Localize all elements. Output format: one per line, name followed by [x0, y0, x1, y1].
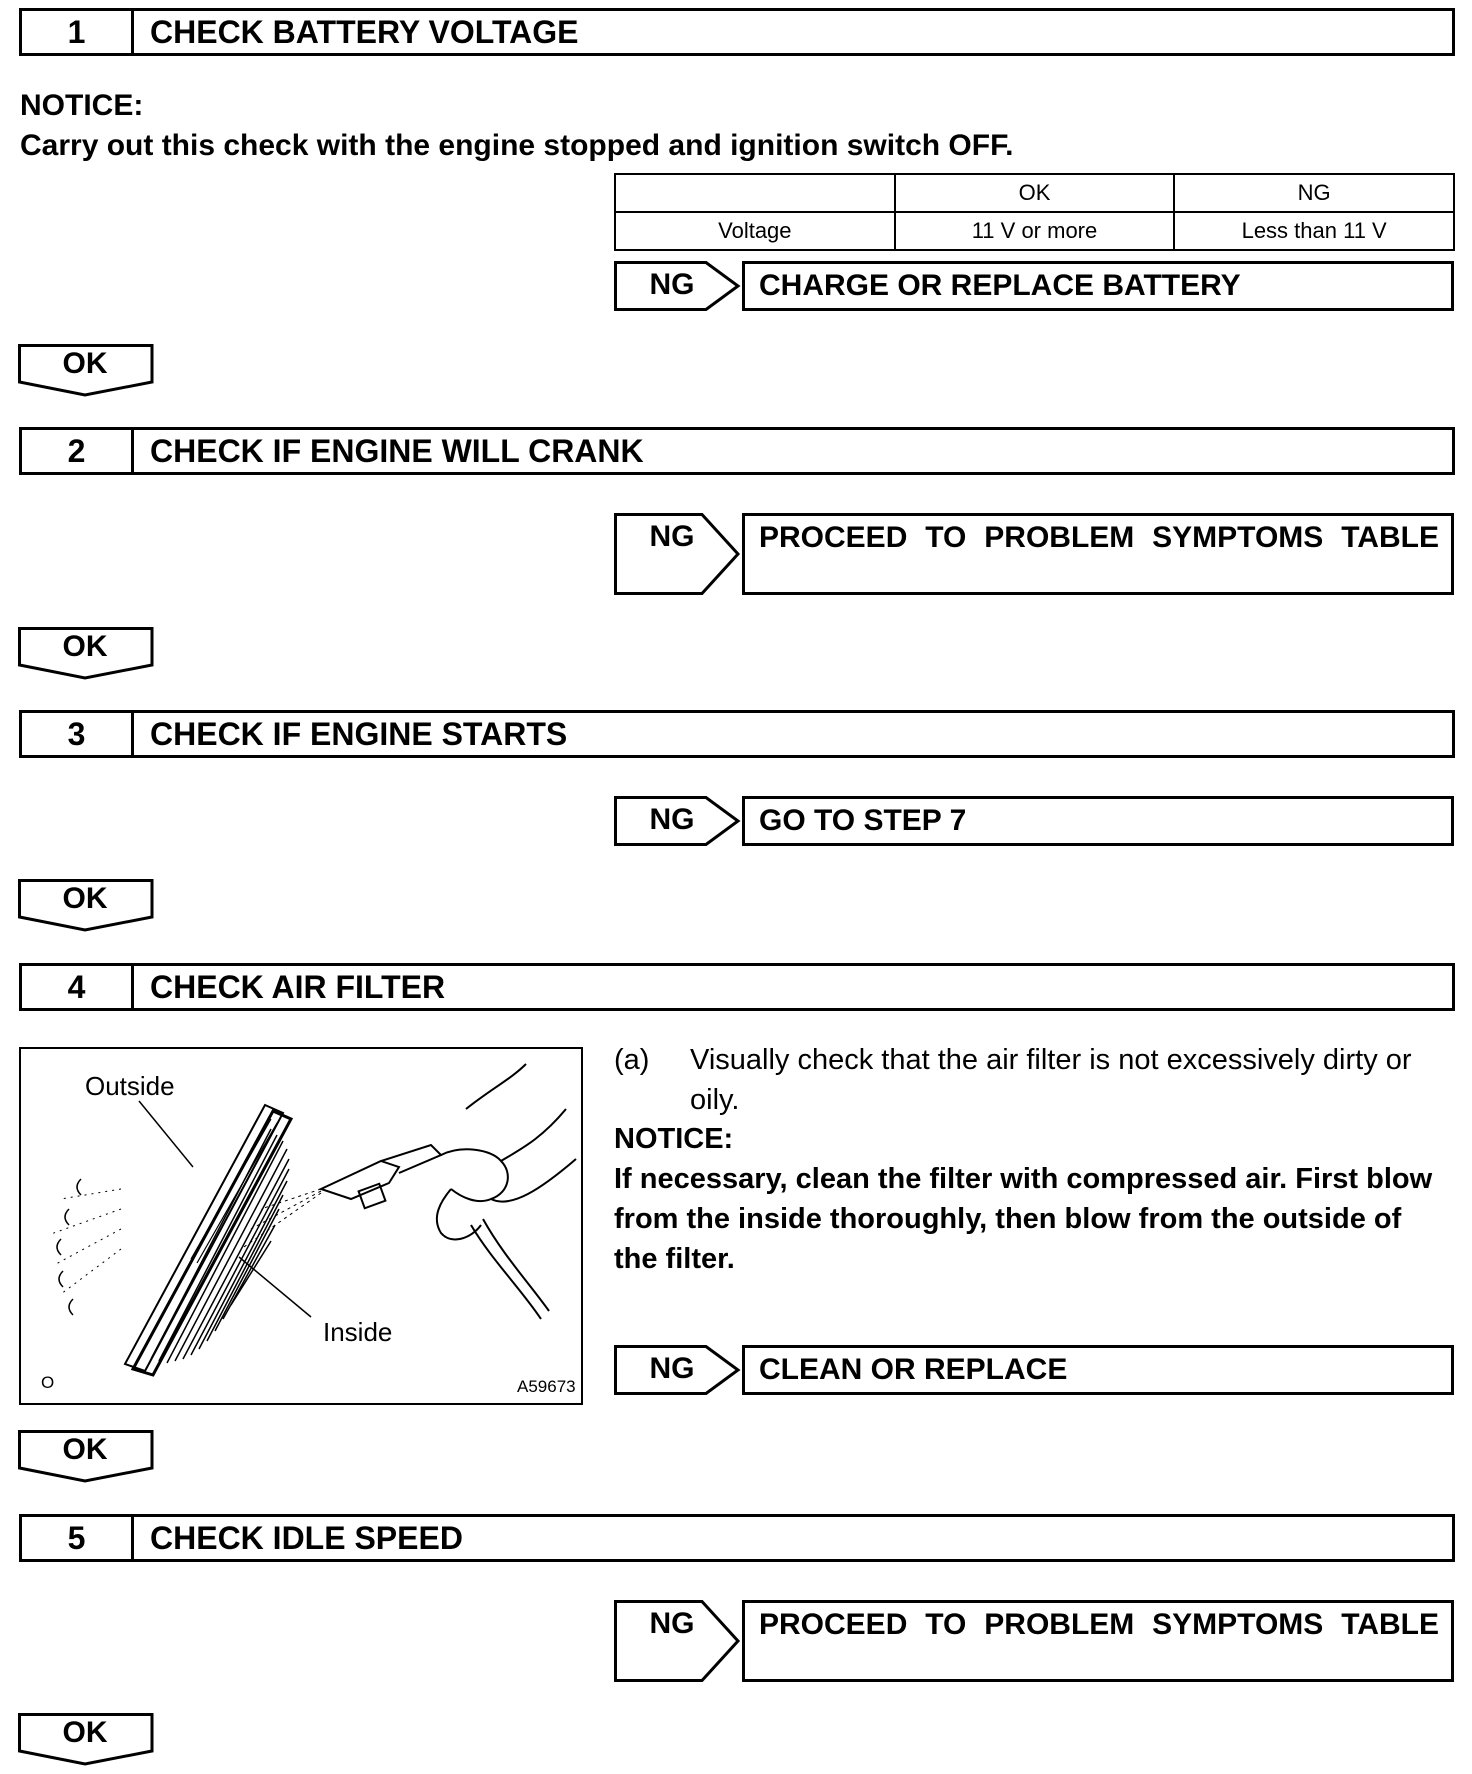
voltage-table	[614, 173, 1455, 251]
ok-arrow-tag	[18, 879, 158, 933]
result-word: TO	[925, 1608, 967, 1641]
table-cell: Voltage	[615, 212, 895, 250]
ng-label: NG	[649, 803, 695, 836]
table-cell: NG	[1174, 174, 1454, 212]
table-cell	[615, 174, 895, 212]
air-filter-illustration	[19, 1047, 583, 1405]
air-filter-drawing	[21, 1049, 581, 1403]
ng-result-box	[742, 1345, 1454, 1395]
step-2-header	[19, 427, 1455, 475]
step-title: CHECK IF ENGINE STARTS	[150, 716, 568, 752]
ok-label: OK	[62, 1716, 108, 1749]
ok-arrow-tag	[18, 344, 158, 398]
step-4-header	[19, 963, 1455, 1011]
notice-line: from the inside thoroughly, then blow from the outside of	[614, 1203, 1402, 1235]
ng-label: NG	[649, 268, 695, 301]
step-number: 5	[22, 1517, 134, 1559]
ok-label: OK	[62, 347, 108, 380]
ng-result-box	[742, 1600, 1454, 1682]
step-title: CHECK AIR FILTER	[150, 969, 446, 1005]
ng-result-text: GO TO STEP 7	[759, 804, 967, 837]
notice-line: the filter.	[614, 1243, 735, 1275]
step-number: 4	[22, 966, 134, 1008]
ng-arrow-tag	[614, 796, 742, 846]
ok-arrow-tag	[18, 627, 158, 681]
step-3-header	[19, 710, 1455, 758]
result-word: SYMPTOMS	[1152, 521, 1324, 554]
notice-label: NOTICE:	[20, 89, 144, 122]
ng-result-box	[742, 513, 1454, 595]
table-cell: Less than 11 V	[1174, 212, 1454, 250]
step-instruction-line: oily.	[690, 1084, 740, 1116]
step-instruction-line: Visually check that the air filter is not excessively dirty or	[690, 1044, 1412, 1076]
result-word: TO	[925, 521, 967, 554]
step-title: CHECK IDLE SPEED	[150, 1520, 463, 1556]
notice-label: NOTICE:	[614, 1123, 734, 1155]
result-word: PROBLEM	[984, 521, 1135, 554]
ok-arrow-tag	[18, 1430, 158, 1484]
ng-arrow-tag	[614, 1345, 742, 1395]
ok-label: OK	[62, 1433, 108, 1466]
figure-corner-mark: O	[41, 1373, 55, 1392]
step-number: 2	[22, 430, 134, 472]
step-title: CHECK BATTERY VOLTAGE	[150, 14, 579, 50]
step-title: CHECK IF ENGINE WILL CRANK	[150, 433, 644, 469]
ng-result-text: CLEAN OR REPLACE	[759, 1353, 1068, 1386]
ng-result-text	[759, 518, 1439, 558]
ok-label: OK	[62, 630, 108, 663]
ng-result-text: CHARGE OR REPLACE BATTERY	[759, 269, 1241, 302]
result-word: PROBLEM	[984, 1608, 1135, 1641]
ok-arrow-tag	[18, 1713, 158, 1767]
table-cell: OK	[895, 174, 1175, 212]
result-word: PROCEED	[759, 1608, 908, 1641]
table-header-row	[615, 174, 1454, 212]
ng-arrow-tag	[614, 261, 742, 311]
step-number: 1	[22, 11, 134, 53]
notice-line: If necessary, clean the filter with compressed air. First blow	[614, 1163, 1433, 1195]
ng-result-box	[742, 261, 1454, 311]
label-inside: Inside	[323, 1317, 393, 1347]
ng-arrow-tag	[614, 1600, 742, 1682]
label-outside: Outside	[85, 1071, 175, 1101]
result-word: SYMPTOMS	[1152, 1608, 1324, 1641]
table-row	[615, 212, 1454, 250]
result-word: TABLE	[1341, 521, 1439, 554]
step-5-header	[19, 1514, 1455, 1562]
result-word: TABLE	[1341, 1608, 1439, 1641]
ng-label: NG	[649, 1352, 695, 1385]
ng-result-box	[742, 796, 1454, 846]
ng-arrow-tag	[614, 513, 742, 595]
ng-label: NG	[649, 520, 695, 553]
ok-label: OK	[62, 882, 108, 915]
result-word: PROCEED	[759, 521, 908, 554]
step-number: 3	[22, 713, 134, 755]
notice-text: Carry out this check with the engine stopped and ignition switch OFF.	[20, 129, 1014, 162]
table-cell: 11 V or more	[895, 212, 1175, 250]
step-instruction-marker: (a)	[614, 1044, 650, 1076]
step-1-header	[19, 8, 1455, 56]
ng-label: NG	[649, 1607, 695, 1640]
figure-id: A59673	[517, 1377, 576, 1396]
ng-result-text	[759, 1605, 1439, 1645]
